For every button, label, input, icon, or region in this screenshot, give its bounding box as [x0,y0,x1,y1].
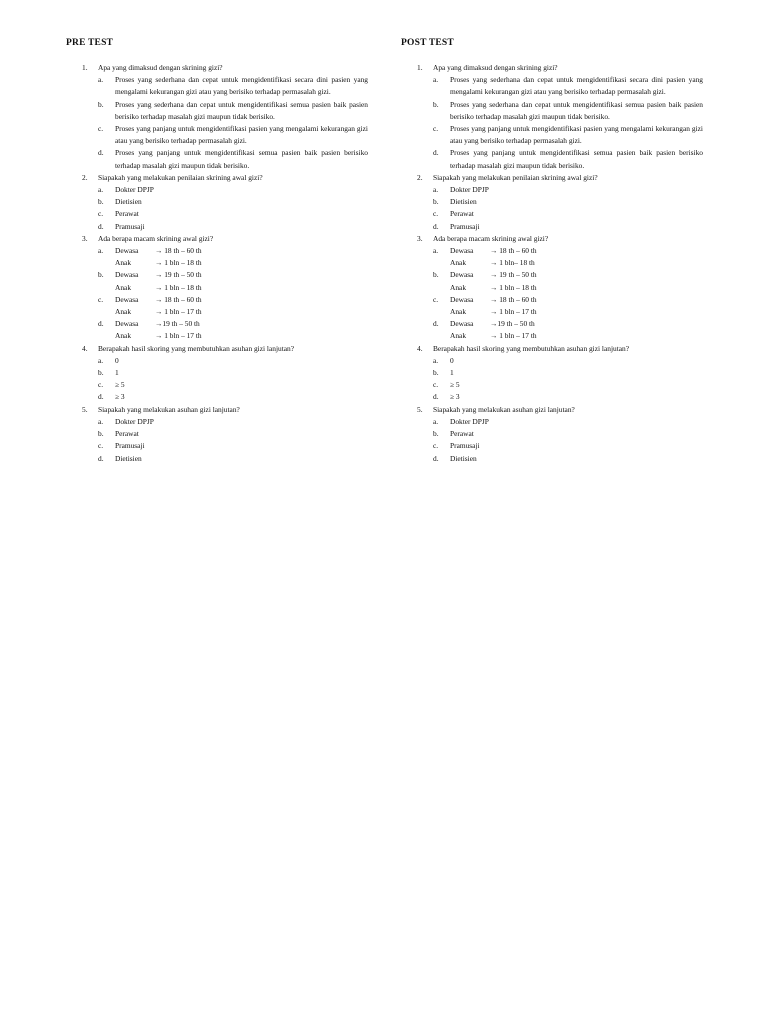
option-letter: c. [98,209,104,219]
option-letter: d. [433,392,439,402]
option-text: Proses yang sederhana dan cepat untuk mengidentifikasi secara dini pasien yang mengalami kekurangan gizi atau yang berisiko terhadap permasalah gizi. [115,75,368,97]
age-range-child [115,282,368,294]
option [98,391,368,403]
age-range-value: → 1 bln – 17 th [490,307,537,317]
option-letter: b. [433,197,439,207]
post-test-question-list [401,62,703,465]
option-text: Dokter DPJP [115,185,154,195]
age-range-value: → 1 bln– 18 th [490,258,535,268]
age-range-child [450,330,703,342]
option-letter: a. [98,185,104,195]
question-number: 4. [82,343,88,353]
age-range-value: → 1 bln – 17 th [155,307,202,317]
question [66,62,368,172]
option-letter: c. [433,380,439,390]
option-text: Perawat [115,209,139,219]
option-text: Dietisien [450,197,477,207]
option [98,416,368,428]
option-letter: d. [433,319,439,329]
question-number: 2. [417,172,423,182]
option [433,367,703,379]
option-text: Dietisien [115,197,142,207]
age-range-adult [115,269,368,281]
age-range-value: → 1 bln – 18 th [155,282,202,292]
question [66,343,368,404]
option [433,440,703,452]
option [98,184,368,196]
question-number: 5. [417,404,423,414]
age-range-child [450,306,703,318]
option [433,269,703,293]
age-range-child [115,306,368,318]
pre-test-question-list [66,62,368,465]
option-letter: d. [433,453,439,463]
option [433,355,703,367]
option [433,74,703,98]
question-text: Ada berapa macam skrining awal gizi? [98,233,214,243]
post-test-column [401,38,703,465]
option-letter: b. [98,429,104,439]
option-list [433,355,703,404]
option [98,453,368,465]
option [98,208,368,220]
option-letter: c. [433,294,439,304]
question-text: Apa yang dimaksud dengan skrining gizi? [433,63,558,72]
post-test-title: POST TEST [401,38,454,48]
option-letter: a. [433,75,439,85]
option [98,318,368,342]
age-group-label: Dewasa [450,294,474,304]
option-text: Proses yang sederhana dan cepat untuk mengidentifikasi secara dini pasien yang mengalami kekurangan gizi atau yang berisiko terhadap permasalah gizi. [450,75,703,97]
option-text: Dokter DPJP [450,185,489,195]
option-letter: b. [98,368,104,378]
option-letter: a. [98,416,104,426]
option-text: Pramusaji [450,441,480,451]
option-letter: b. [433,99,439,109]
option [98,221,368,233]
age-range-value: →19 th – 50 th [490,319,535,329]
question-number: 1. [82,63,88,72]
option-letter: c. [98,441,104,451]
option-letter: a. [433,416,439,426]
option-text: Dokter DPJP [115,416,154,426]
question-number: 3. [417,233,423,243]
option-letter: b. [98,197,104,207]
option-letter: d. [433,148,439,158]
option-text: Pramusaji [115,441,145,451]
option [433,453,703,465]
question-text: Apa yang dimaksud dengan skrining gizi? [98,63,223,72]
age-range-child [115,257,368,269]
option-text: 1 [450,368,454,378]
age-range-value: → 1 bln – 18 th [155,258,202,268]
option-letter: a. [433,246,439,256]
option [433,318,703,342]
age-group-label: Dewasa [115,319,139,329]
option [433,379,703,391]
option [98,367,368,379]
age-range-adult [450,269,703,281]
age-group-label: Dewasa [115,294,139,304]
option [98,294,368,318]
option-text: Proses yang panjang untuk mengidentifikasi semua pasien baik pasien berisiko terhadap masalah gizi maupun tidak berisiko. [450,148,703,170]
option-list [433,184,703,233]
question [401,62,703,172]
age-range-value: → 1 bln – 17 th [490,331,537,341]
age-group-label: Dewasa [115,246,139,256]
option-letter: b. [433,270,439,280]
age-group-label: Anak [115,258,132,268]
option-letter: c. [98,294,104,304]
option-text: 1 [115,368,119,378]
option-text: Pramusaji [115,221,145,231]
age-range-value: → 19 th – 50 th [155,270,202,280]
option-text: Dietisien [115,453,142,463]
age-group-label: Anak [115,307,132,317]
option-letter: d. [98,148,104,158]
option-list [98,416,368,465]
option-letter: b. [98,270,104,280]
option-text: Proses yang panjang untuk mengidentifikasi pasien yang mengalami kekurangan gizi atau yang berisiko terhadap permasalah gizi. [450,124,703,146]
option [433,294,703,318]
option [98,196,368,208]
option [433,99,703,123]
question-text: Ada berapa macam skrining awal gizi? [433,233,549,243]
option-list [98,355,368,404]
question [66,233,368,343]
question-text: Siapakah yang melakukan asuhan gizi lanjutan? [98,404,240,414]
option-text: Pramusaji [450,221,480,231]
age-range-adult [450,294,703,306]
option [433,196,703,208]
option-text: ≥ 3 [115,392,125,402]
option [98,123,368,147]
option [98,74,368,98]
pre-test-column [66,38,368,465]
option [433,184,703,196]
age-range-child [115,330,368,342]
option-letter: d. [98,319,104,329]
question-number: 1. [417,63,423,72]
age-range-value: → 18 th – 60 th [155,294,202,304]
option-text: Perawat [115,429,139,439]
option-letter: a. [98,355,104,365]
option-letter: a. [433,355,439,365]
option-text: Proses yang panjang untuk mengidentifikasi semua pasien baik pasien berisiko terhadap masalah gizi maupun tidak berisiko. [115,148,368,170]
age-group-label: Dewasa [450,270,474,280]
question-number: 2. [82,172,88,182]
option [98,269,368,293]
question-text: Berapakah hasil skoring yang membutuhkan asuhan gizi lanjutan? [98,343,295,353]
option-letter: b. [433,368,439,378]
option-list [98,245,368,343]
age-range-value: → 18 th – 60 th [155,246,202,256]
age-group-label: Anak [450,258,467,268]
age-range-child [450,257,703,269]
option [433,428,703,440]
option [98,147,368,171]
question-number: 3. [82,233,88,243]
age-range-value: → 1 bln – 17 th [155,331,202,341]
question-text: Berapakah hasil skoring yang membutuhkan asuhan gizi lanjutan? [433,343,630,353]
option [98,428,368,440]
age-group-label: Anak [115,331,132,341]
age-range-value: → 1 bln – 18 th [490,282,537,292]
option-letter: c. [433,209,439,219]
option-text: Proses yang sederhana dan cepat untuk mengidentifikasi semua pasien baik pasien berisiko terhadap masalah gizi maupun tidak berisiko. [450,99,703,121]
option-text: Dietisien [450,453,477,463]
age-range-adult [450,245,703,257]
question [401,404,703,465]
question [401,343,703,404]
option-list [433,74,703,172]
question [66,172,368,233]
age-range-adult [115,318,368,330]
age-range-value: → 18 th – 60 th [490,246,537,256]
age-group-label: Anak [450,282,467,292]
option-letter: c. [433,124,439,134]
option-text: Proses yang sederhana dan cepat untuk mengidentifikasi semua pasien baik pasien berisiko terhadap masalah gizi maupun tidak berisiko. [115,99,368,121]
option [98,355,368,367]
option-text: Dokter DPJP [450,416,489,426]
option-letter: b. [98,99,104,109]
age-group-label: Dewasa [450,246,474,256]
option-text: ≥ 5 [450,380,460,390]
age-range-adult [115,294,368,306]
question-number: 5. [82,404,88,414]
option [433,221,703,233]
option-letter: a. [98,246,104,256]
age-range-value: → 19 th – 50 th [490,270,537,280]
question-text: Siapakah yang melakukan penilaian skrining awal gizi? [433,172,598,182]
option [98,440,368,452]
option [433,391,703,403]
option [98,379,368,391]
option [98,245,368,269]
option-text: 0 [115,355,119,365]
option-letter: c. [433,441,439,451]
option-text: ≥ 3 [450,392,460,402]
option-letter: d. [98,221,104,231]
option-letter: c. [98,124,104,134]
age-group-label: Anak [450,331,467,341]
option-list [433,245,703,343]
age-group-label: Anak [115,282,132,292]
option-text: 0 [450,355,454,365]
age-range-value: → 18 th – 60 th [490,294,537,304]
option-list [98,74,368,172]
age-range-adult [450,318,703,330]
option-letter: d. [433,221,439,231]
option-letter: b. [433,429,439,439]
age-group-label: Dewasa [450,319,474,329]
option-letter: d. [98,453,104,463]
age-range-adult [115,245,368,257]
option [433,416,703,428]
age-group-label: Dewasa [115,270,139,280]
question [66,404,368,465]
option-text: Perawat [450,429,474,439]
question [401,172,703,233]
option-text: Proses yang panjang untuk mengidentifikasi pasien yang mengalami kekurangan gizi atau yang berisiko terhadap permasalah gizi. [115,124,368,146]
option-letter: c. [98,380,104,390]
age-range-child [450,282,703,294]
question-text: Siapakah yang melakukan asuhan gizi lanjutan? [433,404,575,414]
option-letter: a. [98,75,104,85]
option-list [433,416,703,465]
age-range-value: →19 th – 50 th [155,319,200,329]
option [98,99,368,123]
pre-test-title: PRE TEST [66,38,114,48]
option-list [98,184,368,233]
question [401,233,703,343]
option-letter: d. [98,392,104,402]
option-text: ≥ 5 [115,380,125,390]
age-group-label: Anak [450,307,467,317]
option [433,123,703,147]
option-text: Perawat [450,209,474,219]
option [433,147,703,171]
option [433,208,703,220]
question-text: Siapakah yang melakukan penilaian skrining awal gizi? [98,172,263,182]
option-letter: a. [433,185,439,195]
option [433,245,703,269]
question-number: 4. [417,343,423,353]
